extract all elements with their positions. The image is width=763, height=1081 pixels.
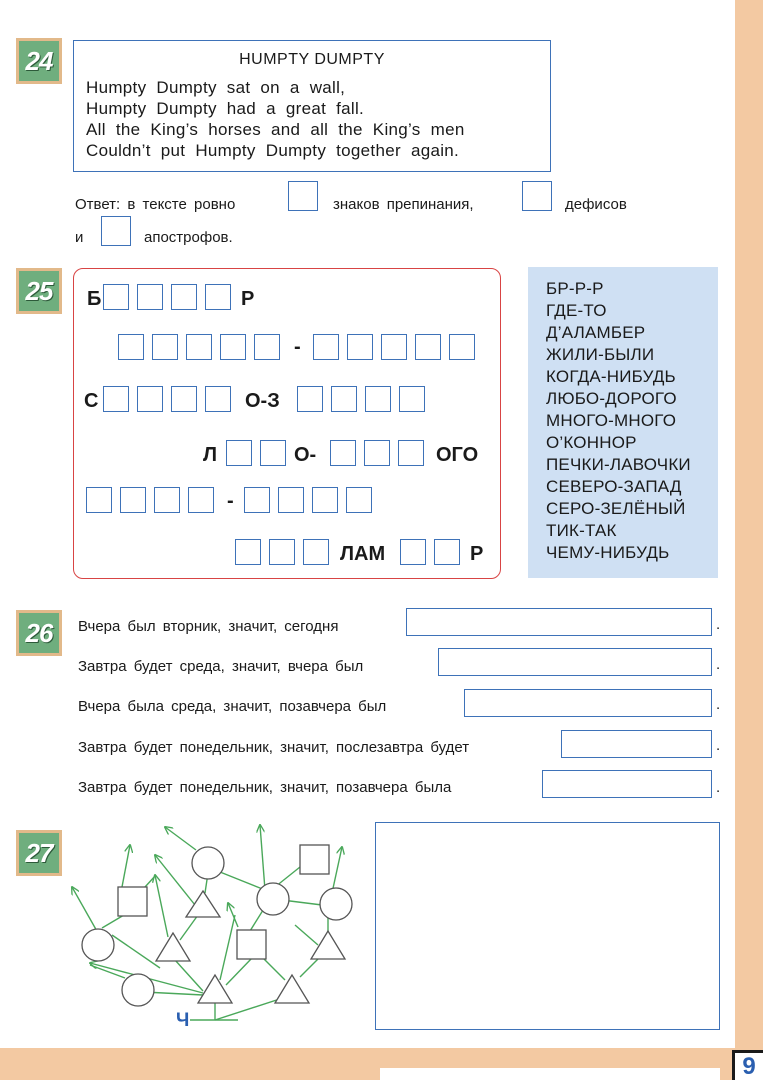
- letter-cell[interactable]: [244, 487, 270, 513]
- day-answer-input[interactable]: [561, 730, 712, 758]
- letter-cell[interactable]: [398, 440, 424, 466]
- word-item: БР-Р-Р: [546, 279, 604, 298]
- word-item: ЧЕМУ-НИБУДЬ: [546, 543, 670, 562]
- word-item: ГДЕ-ТО: [546, 301, 607, 320]
- word-item: Д’АЛАМБЕР: [546, 323, 646, 342]
- letter-cell[interactable]: [260, 440, 286, 466]
- sentence-text: Вчера была среда, значит, позавчера был: [78, 698, 387, 715]
- letter-cell[interactable]: [152, 334, 178, 360]
- answer-text: апострофов.: [144, 229, 233, 246]
- letter-cell[interactable]: [346, 487, 372, 513]
- letter-label: Р: [241, 288, 255, 310]
- period: .: [716, 696, 721, 713]
- letter-label: Б: [87, 288, 102, 310]
- period: .: [716, 616, 721, 633]
- task-27-badge: 27: [16, 830, 62, 876]
- letter-cell[interactable]: [186, 334, 212, 360]
- day-answer-input[interactable]: [406, 608, 712, 636]
- word-item: ТИК-ТАК: [546, 521, 617, 540]
- letter-cell[interactable]: [137, 386, 163, 412]
- letter-cell[interactable]: [120, 487, 146, 513]
- word-item: ПЕЧКИ-ЛАВОЧКИ: [546, 455, 691, 474]
- task-26-badge: 26: [16, 610, 62, 656]
- poem-line: Humpty Dumpty had a great fall.: [86, 99, 365, 118]
- letter-cell[interactable]: [415, 334, 441, 360]
- apostrophe-count-input[interactable]: [101, 216, 131, 246]
- letter-cell[interactable]: [103, 386, 129, 412]
- letter-cell[interactable]: [205, 284, 231, 310]
- poem-line: All the King’s horses and all the King’s men: [86, 120, 465, 139]
- hyphen-label: -: [227, 490, 234, 512]
- period: .: [716, 656, 721, 673]
- letter-cell[interactable]: [365, 386, 391, 412]
- letter-cell[interactable]: [364, 440, 390, 466]
- letter-label: О-З: [245, 390, 280, 412]
- letter-cell[interactable]: [220, 334, 246, 360]
- letter-cell[interactable]: [449, 334, 475, 360]
- letter-cell[interactable]: [331, 386, 357, 412]
- drawing-answer-box[interactable]: [375, 822, 720, 1030]
- letter-cell[interactable]: [312, 487, 338, 513]
- letter-cell[interactable]: [86, 487, 112, 513]
- punctuation-count-input[interactable]: [288, 181, 318, 211]
- word-item: СЕВЕРО-ЗАПАД: [546, 477, 682, 496]
- hyphen-label: -: [294, 336, 301, 358]
- day-answer-input[interactable]: [542, 770, 712, 798]
- letter-cell[interactable]: [254, 334, 280, 360]
- letter-cell[interactable]: [399, 386, 425, 412]
- letter-label: Л: [203, 444, 218, 466]
- answer-text: знаков препинания,: [333, 196, 474, 213]
- letter-cell[interactable]: [269, 539, 295, 565]
- letter-cell[interactable]: [171, 284, 197, 310]
- poem-box: [73, 40, 551, 172]
- word-item: КОГДА-НИБУДЬ: [546, 367, 676, 386]
- letter-label: ОГО: [436, 444, 479, 466]
- letter-label: Р: [470, 543, 484, 565]
- crossword-box: [73, 268, 501, 579]
- period: .: [716, 737, 721, 754]
- letter-label: С: [84, 390, 99, 412]
- poem-line: Couldn’t put Humpty Dumpty together again.: [86, 141, 460, 160]
- word-item: О’КОННОР: [546, 433, 637, 452]
- letter-cell[interactable]: [118, 334, 144, 360]
- word-item: ЛЮБО-ДОРОГО: [546, 389, 677, 408]
- letter-cell[interactable]: [154, 487, 180, 513]
- page-number: 9: [732, 1050, 763, 1080]
- letter-cell[interactable]: [205, 386, 231, 412]
- answer-text: Ответ: в тексте ровно: [75, 196, 236, 213]
- letter-cell[interactable]: [381, 334, 407, 360]
- word-item: СЕРО-ЗЕЛЁНЫЙ: [546, 499, 686, 518]
- sentence-text: Завтра будет среда, значит, вчера был: [78, 658, 364, 675]
- letter-cell[interactable]: [347, 334, 373, 360]
- letter-cell[interactable]: [278, 487, 304, 513]
- letter-cell[interactable]: [137, 284, 163, 310]
- letter-cell[interactable]: [171, 386, 197, 412]
- sentence-text: Завтра будет понедельник, значит, послезавтра будет: [78, 739, 470, 756]
- answer-text: и: [75, 229, 84, 246]
- day-answer-input[interactable]: [438, 648, 712, 676]
- letter-cell[interactable]: [297, 386, 323, 412]
- sentence-text: Вчера был вторник, значит, сегодня: [78, 618, 339, 635]
- answer-text: дефисов: [565, 196, 627, 213]
- hyphen-count-input[interactable]: [522, 181, 552, 211]
- sentence-text: Завтра будет понедельник, значит, позавчера была: [78, 779, 452, 796]
- letter-cell[interactable]: [330, 440, 356, 466]
- page-margin-strip: [735, 0, 763, 1080]
- page-bottom-notch: [380, 1068, 720, 1080]
- poem-line: Humpty Dumpty sat on a wall,: [86, 78, 346, 97]
- word-item: МНОГО-МНОГО: [546, 411, 677, 430]
- letter-cell[interactable]: [400, 539, 426, 565]
- period: .: [716, 779, 721, 796]
- letter-cell[interactable]: [103, 284, 129, 310]
- shape-tree-diagram: [60, 815, 370, 1040]
- task-25-badge: 25: [16, 268, 62, 314]
- root-label: Ч: [176, 1010, 190, 1031]
- letter-cell[interactable]: [434, 539, 460, 565]
- letter-label: ЛАМ: [340, 543, 386, 565]
- word-item: ЖИЛИ-БЫЛИ: [546, 345, 655, 364]
- letter-cell[interactable]: [188, 487, 214, 513]
- letter-cell[interactable]: [226, 440, 252, 466]
- letter-cell[interactable]: [303, 539, 329, 565]
- letter-label: О-: [294, 444, 317, 466]
- letter-cell[interactable]: [313, 334, 339, 360]
- task-24-badge: 24: [16, 38, 62, 84]
- word-list-panel: [528, 267, 718, 578]
- poem-title: HUMPTY DUMPTY: [239, 51, 385, 68]
- day-answer-input[interactable]: [464, 689, 712, 717]
- letter-cell[interactable]: [235, 539, 261, 565]
